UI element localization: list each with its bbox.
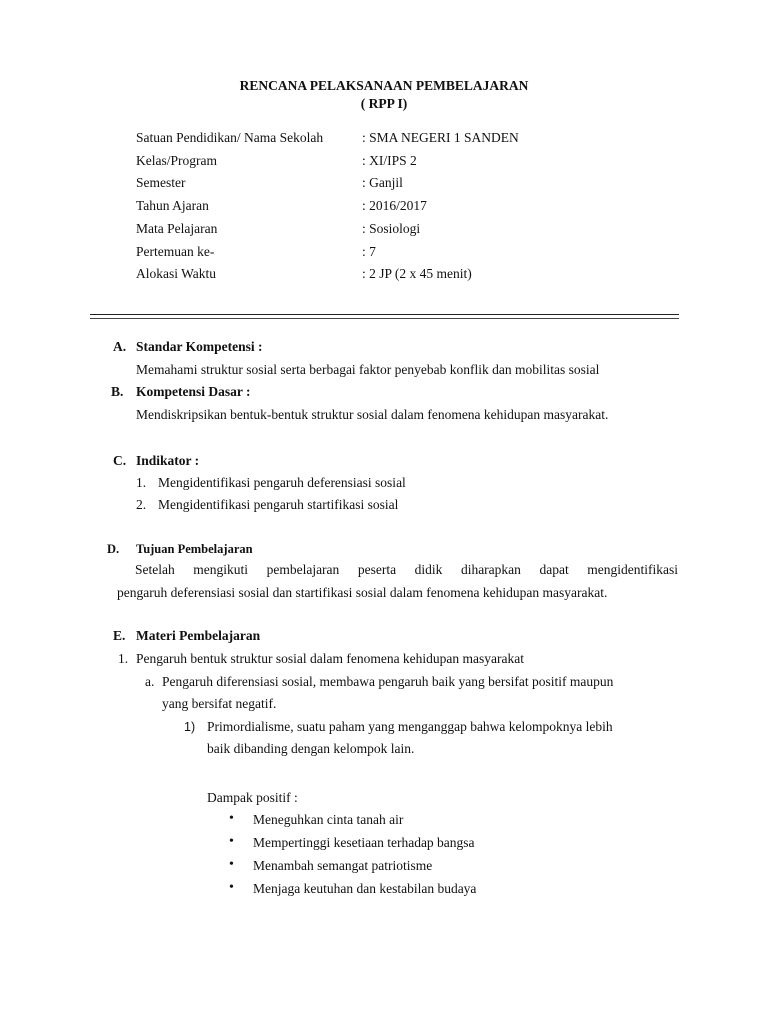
sub-1-number: 1) [184, 720, 196, 734]
document-subtitle: ( RPP I) [360, 96, 408, 111]
identity-label: Mata Pelajaran [136, 221, 218, 236]
indicator-text: Mengidentifikasi pengaruh startifikasi sosial [158, 497, 399, 512]
identity-label: Tahun Ajaran [136, 198, 209, 213]
materi-text: Pengaruh bentuk struktur sosial dalam fenomena kehidupan masyarakat [136, 651, 525, 666]
section-d-heading: Tujuan Pembelajaran [136, 542, 253, 556]
identity-value: : 2016/2017 [362, 198, 427, 213]
identity-value: : XI/IPS 2 [362, 153, 417, 168]
section-a-heading: Standar Kompetensi : [136, 339, 263, 354]
section-b-text: Mendiskripsikan bentuk-bentuk struktur sosial dalam fenomena kehidupan masyarakat. [136, 407, 609, 422]
dampak-item: Meneguhkan cinta tanah air [253, 812, 404, 827]
section-d-text-line-1: Setelah mengikuti pembelajaran peserta didik diharapkan dapat mengidentifikasi [135, 562, 678, 577]
section-e-heading: Materi Pembelajaran [136, 628, 261, 643]
indicator-text: Mengidentifikasi pengaruh deferensiasi sosial [158, 475, 406, 490]
bullet-icon: • [229, 834, 234, 849]
sub-1-text-line-2: baik dibanding dengan kelompok lain. [207, 741, 415, 756]
section-d-letter: D. [107, 542, 120, 556]
document-title: RENCANA PELAKSANAAN PEMBELAJARAN [239, 78, 529, 93]
dampak-item: Mempertinggi kesetiaan terhadap bangsa [253, 835, 475, 850]
section-a-letter: A. [113, 339, 127, 354]
identity-value: : Sosiologi [362, 221, 421, 236]
section-d-text-line-2: pengaruh deferensiasi sosial dan startifikasi sosial dalam fenomena kehidupan masyarakat. [117, 585, 608, 600]
section-b-heading: Kompetensi Dasar : [136, 384, 251, 399]
bullet-icon: • [229, 811, 234, 826]
dampak-positif-label: Dampak positif : [207, 790, 298, 805]
identity-label: Kelas/Program [136, 153, 217, 168]
identity-value: : Ganjil [362, 175, 403, 190]
dampak-item: Menjaga keutuhan dan kestabilan budaya [253, 881, 477, 896]
bullet-icon: • [229, 857, 234, 872]
section-c-heading: Indikator : [136, 453, 200, 468]
identity-label: Pertemuan ke- [136, 244, 215, 259]
sub-a-text-line-1: Pengaruh diferensiasi sosial, membawa pengaruh baik yang bersifat positif maupun [162, 674, 614, 689]
identity-label: Semester [136, 175, 186, 190]
identity-value: : SMA NEGERI 1 SANDEN [362, 130, 519, 145]
identity-label: Satuan Pendidikan/ Nama Sekolah [136, 130, 324, 145]
section-b-letter: B. [111, 384, 124, 399]
identity-value: : 7 [362, 244, 376, 259]
indicator-number: 1. [136, 475, 147, 490]
divider-thick [90, 314, 679, 315]
section-c-letter: C. [113, 453, 127, 468]
section-e-letter: E. [113, 628, 126, 643]
materi-number: 1. [118, 651, 129, 666]
sub-1-text-line-1: Primordialisme, suatu paham yang menganggap bahwa kelompoknya lebih [207, 719, 613, 734]
divider-thin [90, 318, 679, 319]
dampak-item: Menambah semangat patriotisme [253, 858, 433, 873]
identity-value: : 2 JP (2 x 45 menit) [362, 266, 472, 281]
sub-a-text-line-2: yang bersifat negatif. [162, 696, 277, 711]
identity-label: Alokasi Waktu [136, 266, 217, 281]
sub-a-letter: a. [145, 674, 155, 689]
indicator-number: 2. [136, 497, 147, 512]
bullet-icon: • [229, 880, 234, 895]
section-a-text: Memahami struktur sosial serta berbagai faktor penyebab konflik dan mobilitas sosial [136, 362, 600, 377]
